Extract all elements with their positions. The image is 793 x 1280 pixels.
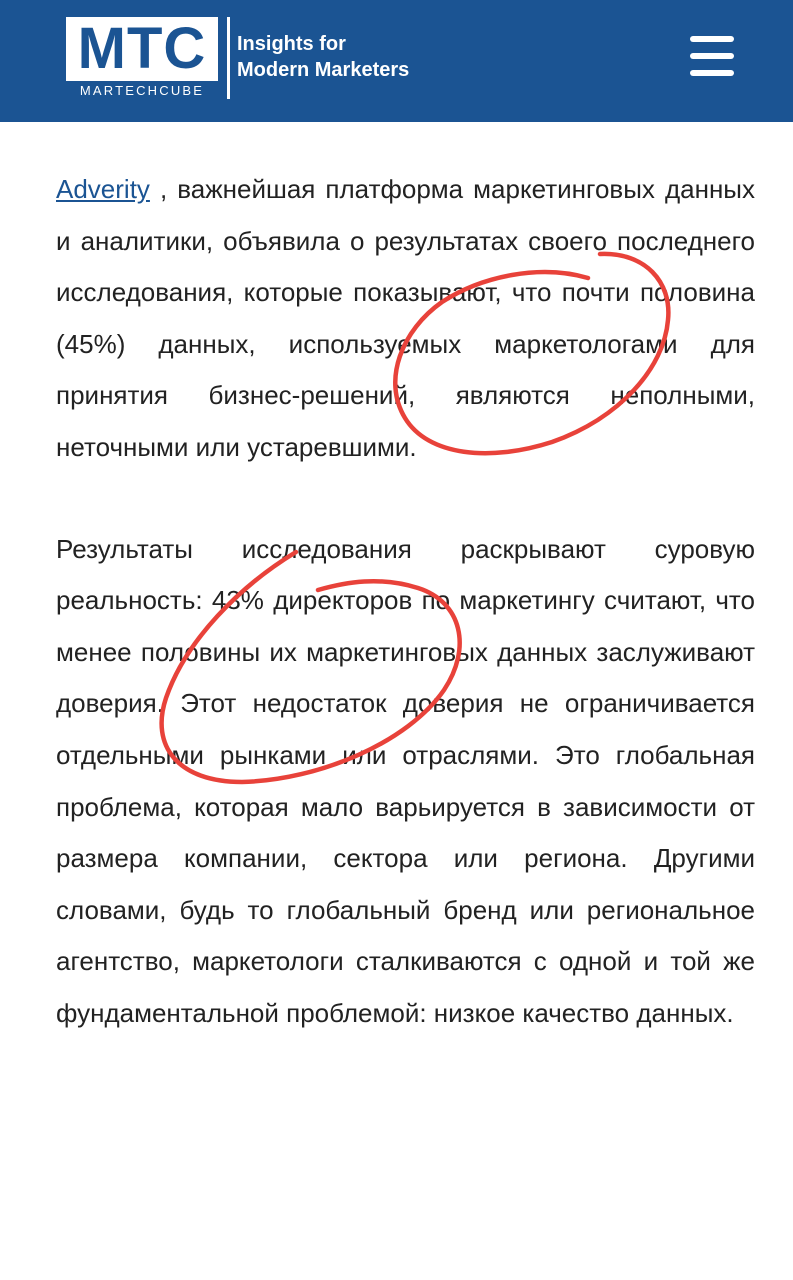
logo-subtitle: MARTECHCUBE — [79, 83, 205, 98]
article-paragraph-2: Результаты исследования раскрывают суровую реальность: 43% директоров по маркетингу считают, что менее половины их маркетинговых данных заслуживают доверия. Этот недостаток доверия не ограничивается отдельными рынками или отраслями. Это глобальная проблема, которая мало варьируется в зависимости от размера компании, сектора или региона. Другими словами, будь то глобальный бренд или региональное агентство, маркетологи сталкиваются с одной и той же фундаментальной проблемой: низкое качество данных. — [56, 533, 755, 1028]
tagline-line-2: Modern Marketers — [237, 59, 410, 81]
logo-divider — [227, 17, 230, 99]
article-paragraph-1 — [56, 164, 755, 474]
logo-tagline — [237, 31, 447, 83]
logo-mark: MTC — [77, 16, 207, 81]
paragraph-1-text: , важнейшая платформа маркетинговых данных и аналитики, объявила о результатах своего последнего исследования, которые показывают, что почти половина (45%) данных, используемых маркетологами для принятия бизнес-решений, являются неполными, неточными или устаревшими. — [56, 174, 755, 462]
hamburger-menu-icon[interactable] — [684, 34, 738, 78]
menu-bar — [690, 70, 734, 76]
tagline-line-1: Insights for — [237, 33, 346, 55]
article-body — [56, 164, 755, 1040]
menu-bar — [690, 53, 734, 59]
menu-bar — [690, 36, 734, 42]
adverity-link[interactable]: Adverity — [56, 174, 150, 204]
site-header — [0, 0, 793, 122]
site-logo[interactable] — [66, 17, 446, 101]
